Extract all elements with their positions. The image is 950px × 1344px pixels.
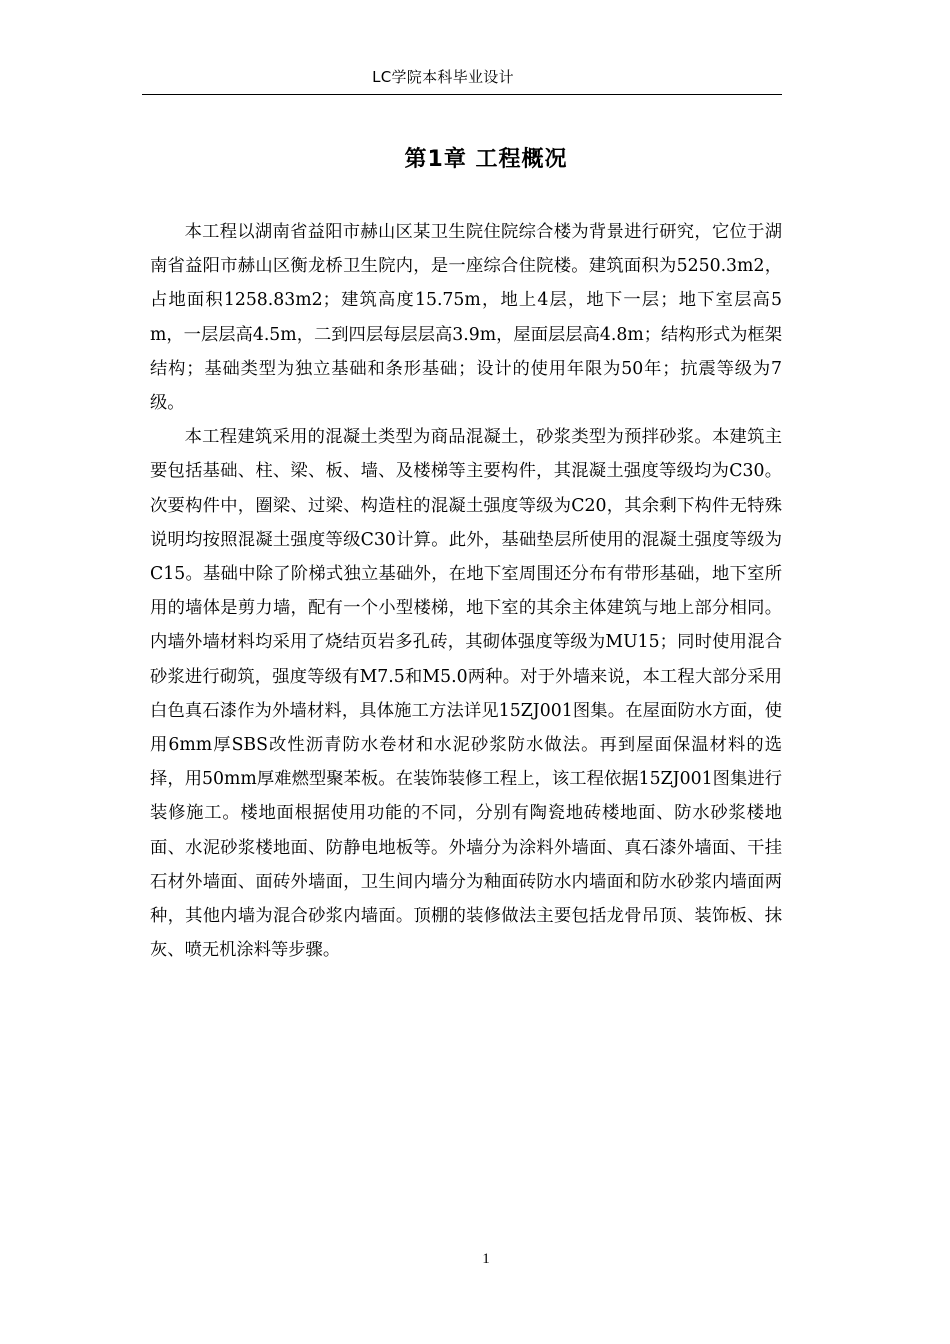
page-number: 1 [482,1251,490,1267]
paragraph-project-overview: 本工程以湖南省益阳市赫山区某卫生院住院综合楼为背景进行研究，它位于湖南省益阳市赫山区衡龙桥卫生院内，是一座综合住院楼。建筑面积为5250.3m2，占地面积1258.83m2；建筑高度15.75m，地上4层，地下一层；地下室层高5m，一层层高4.5m，二到四层每层层高3.9m，屋面层层高4.8m；结构形式为框架结构；基础类型为独立基础和条形基础；设计的使用年限为50年；抗震等级为7级。 [150,222,782,414]
paragraph-materials-and-finishes: 本工程建筑采用的混凝土类型为商品混凝土，砂浆类型为预拌砂浆。本建筑主要包括基础、柱、梁、板、墙、及楼梯等主要构件，其混凝土强度等级均为C30。次要构件中，圈梁、过梁、构造柱的混凝土强度等级为C20，其余剩下构件无特殊说明均按照混凝土强度等级C30计算。此外，基础垫层所使用的混凝土强度等级为C15。基础中除了阶梯式独立基础外，在地下室周围还分布有带形基础，地下室所用的墙体是剪力墙，配有一个小型楼梯，地下室的其余主体建筑与地上部分相同。内墙外墙材料均采用了烧结页岩多孔砖，其砌体强度等级为MU15；同时使用混合砂浆进行砌筑，强度等级有M7.5和M5.0两种。对于外墙来说，本工程大部分采用白色真石漆作为外墙材料，具体施工方法详见15ZJ001图集。在屋面防水方面，使用6mm厚SBS改性沥青防水卷材和水泥砂浆防水做法。再到屋面保温材料的选择，用50mm厚难燃型聚苯板。在装饰装修工程上，该工程依据15ZJ001图集进行装修施工。楼地面根据使用功能的不同，分别有陶瓷地砖楼地面、防水砂浆楼地面、水泥砂浆楼地面、防静电地板等。外墙分为涂料外墙面、真石漆外墙面、干挂石材外墙面、面砖外墙面，卫生间内墙分为釉面砖防水内墙面和防水砂浆内墙面两种，其他内墙为混合砂浆内墙面。顶棚的装修做法主要包括龙骨吊顶、装饰板、抹灰、喷无机涂料等步骤。 [150,427,782,961]
running-header: LC学院本科毕业设计 [372,68,514,86]
chapter-title: 第1章 工程概况 [404,147,568,172]
header-divider [142,94,782,95]
body-text [150,215,782,967]
